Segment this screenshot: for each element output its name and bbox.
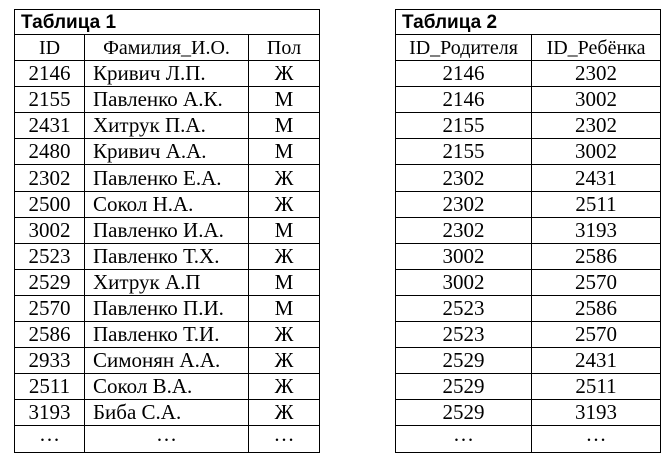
cell-gender: Ж xyxy=(249,61,320,87)
column-header-child-id: ID_Ребёнка xyxy=(532,35,661,61)
cell-parent-id: 3002 xyxy=(396,269,532,295)
cell-child-id: 3193 xyxy=(532,217,661,243)
table-row xyxy=(15,87,320,113)
table-row xyxy=(396,374,661,400)
cell-id: 3002 xyxy=(15,217,85,243)
table-2-title: Таблица 2 xyxy=(396,10,661,35)
cell-parent-id: 3002 xyxy=(396,243,532,269)
cell-id: 2529 xyxy=(15,269,85,295)
cell-name: Павленко П.И. xyxy=(85,295,249,321)
table-row xyxy=(396,61,661,87)
table-1-header-row xyxy=(15,35,320,61)
cell-parent-id: 2155 xyxy=(396,113,532,139)
cell-child-id: 2586 xyxy=(532,295,661,321)
cell-child-id: 2431 xyxy=(532,165,661,191)
ellipsis-cell: … xyxy=(249,426,320,453)
table-row xyxy=(396,269,661,295)
cell-parent-id: 2146 xyxy=(396,61,532,87)
cell-id: 2586 xyxy=(15,322,85,348)
table-row xyxy=(15,374,320,400)
cell-child-id: 3002 xyxy=(532,139,661,165)
cell-name: Павленко Т.Х. xyxy=(85,243,249,269)
cell-id: 2431 xyxy=(15,113,85,139)
cell-child-id: 2570 xyxy=(532,322,661,348)
ellipsis-cell: … xyxy=(85,426,249,453)
cell-name: Биба С.А. xyxy=(85,400,249,426)
cell-id: 2480 xyxy=(15,139,85,165)
cell-child-id: 2586 xyxy=(532,243,661,269)
cell-name: Сокол Н.А. xyxy=(85,191,249,217)
table-row xyxy=(15,165,320,191)
column-header-id: ID xyxy=(15,35,85,61)
cell-id: 2146 xyxy=(15,61,85,87)
cell-name: Хитрук П.А. xyxy=(85,113,249,139)
cell-gender: Ж xyxy=(249,165,320,191)
table-1-title: Таблица 1 xyxy=(15,10,320,35)
cell-id: 2933 xyxy=(15,348,85,374)
cell-parent-id: 2155 xyxy=(396,139,532,165)
cell-id: 2302 xyxy=(15,165,85,191)
table-row xyxy=(15,295,320,321)
table-row xyxy=(15,243,320,269)
table-row xyxy=(15,322,320,348)
table-row xyxy=(15,217,320,243)
cell-child-id: 2431 xyxy=(532,348,661,374)
table-row xyxy=(15,61,320,87)
table-row xyxy=(396,191,661,217)
column-header-parent-id: ID_Родителя xyxy=(396,35,532,61)
cell-parent-id: 2302 xyxy=(396,191,532,217)
cell-id: 2523 xyxy=(15,243,85,269)
table-row xyxy=(396,243,661,269)
cell-parent-id: 2146 xyxy=(396,87,532,113)
table-2 xyxy=(395,9,661,453)
cell-gender: Ж xyxy=(249,348,320,374)
table-row xyxy=(396,113,661,139)
cell-id: 3193 xyxy=(15,400,85,426)
ellipsis-cell: … xyxy=(15,426,85,453)
cell-child-id: 2302 xyxy=(532,61,661,87)
table-row xyxy=(15,400,320,426)
cell-parent-id: 2523 xyxy=(396,295,532,321)
cell-name: Кривич А.А. xyxy=(85,139,249,165)
cell-gender: Ж xyxy=(249,374,320,400)
cell-gender: М xyxy=(249,87,320,113)
table-row-ellipsis xyxy=(396,426,661,453)
column-header-name: Фамилия_И.О. xyxy=(85,35,249,61)
cell-name: Павленко А.К. xyxy=(85,87,249,113)
cell-gender: Ж xyxy=(249,322,320,348)
table-row xyxy=(396,217,661,243)
cell-child-id: 2511 xyxy=(532,191,661,217)
cell-child-id: 2511 xyxy=(532,374,661,400)
cell-gender: М xyxy=(249,113,320,139)
cell-id: 2155 xyxy=(15,87,85,113)
cell-gender: Ж xyxy=(249,400,320,426)
table-row xyxy=(396,139,661,165)
cell-parent-id: 2529 xyxy=(396,348,532,374)
table-row xyxy=(396,165,661,191)
cell-gender: М xyxy=(249,139,320,165)
table-row xyxy=(15,191,320,217)
cell-child-id: 2570 xyxy=(532,269,661,295)
cell-parent-id: 2529 xyxy=(396,374,532,400)
cell-parent-id: 2529 xyxy=(396,400,532,426)
column-header-gender: Пол xyxy=(249,35,320,61)
ellipsis-cell: … xyxy=(396,426,532,453)
cell-parent-id: 2523 xyxy=(396,322,532,348)
table-row xyxy=(15,269,320,295)
cell-id: 2511 xyxy=(15,374,85,400)
table-row xyxy=(396,400,661,426)
cell-child-id: 2302 xyxy=(532,113,661,139)
cell-name: Павленко И.А. xyxy=(85,217,249,243)
table-row xyxy=(15,113,320,139)
table-row xyxy=(396,87,661,113)
table-2-header-row xyxy=(396,35,661,61)
cell-id: 2570 xyxy=(15,295,85,321)
cell-name: Кривич Л.П. xyxy=(85,61,249,87)
cell-id: 2500 xyxy=(15,191,85,217)
table-1 xyxy=(14,9,320,453)
table-row xyxy=(396,348,661,374)
cell-gender: Ж xyxy=(249,243,320,269)
cell-gender: М xyxy=(249,295,320,321)
cell-name: Симонян А.А. xyxy=(85,348,249,374)
table-1-title-row xyxy=(15,10,320,35)
cell-parent-id: 2302 xyxy=(396,165,532,191)
table-row xyxy=(15,348,320,374)
table-row xyxy=(396,295,661,321)
cell-gender: Ж xyxy=(249,191,320,217)
cell-name: Павленко Е.А. xyxy=(85,165,249,191)
cell-child-id: 3002 xyxy=(532,87,661,113)
cell-name: Хитрук А.П xyxy=(85,269,249,295)
cell-child-id: 3193 xyxy=(532,400,661,426)
table-2-title-row xyxy=(396,10,661,35)
cell-gender: М xyxy=(249,217,320,243)
cell-gender: М xyxy=(249,269,320,295)
cell-name: Павленко Т.И. xyxy=(85,322,249,348)
cell-parent-id: 2302 xyxy=(396,217,532,243)
cell-name: Сокол В.А. xyxy=(85,374,249,400)
table-row xyxy=(396,322,661,348)
table-row-ellipsis xyxy=(15,426,320,453)
ellipsis-cell: … xyxy=(532,426,661,453)
table-row xyxy=(15,139,320,165)
